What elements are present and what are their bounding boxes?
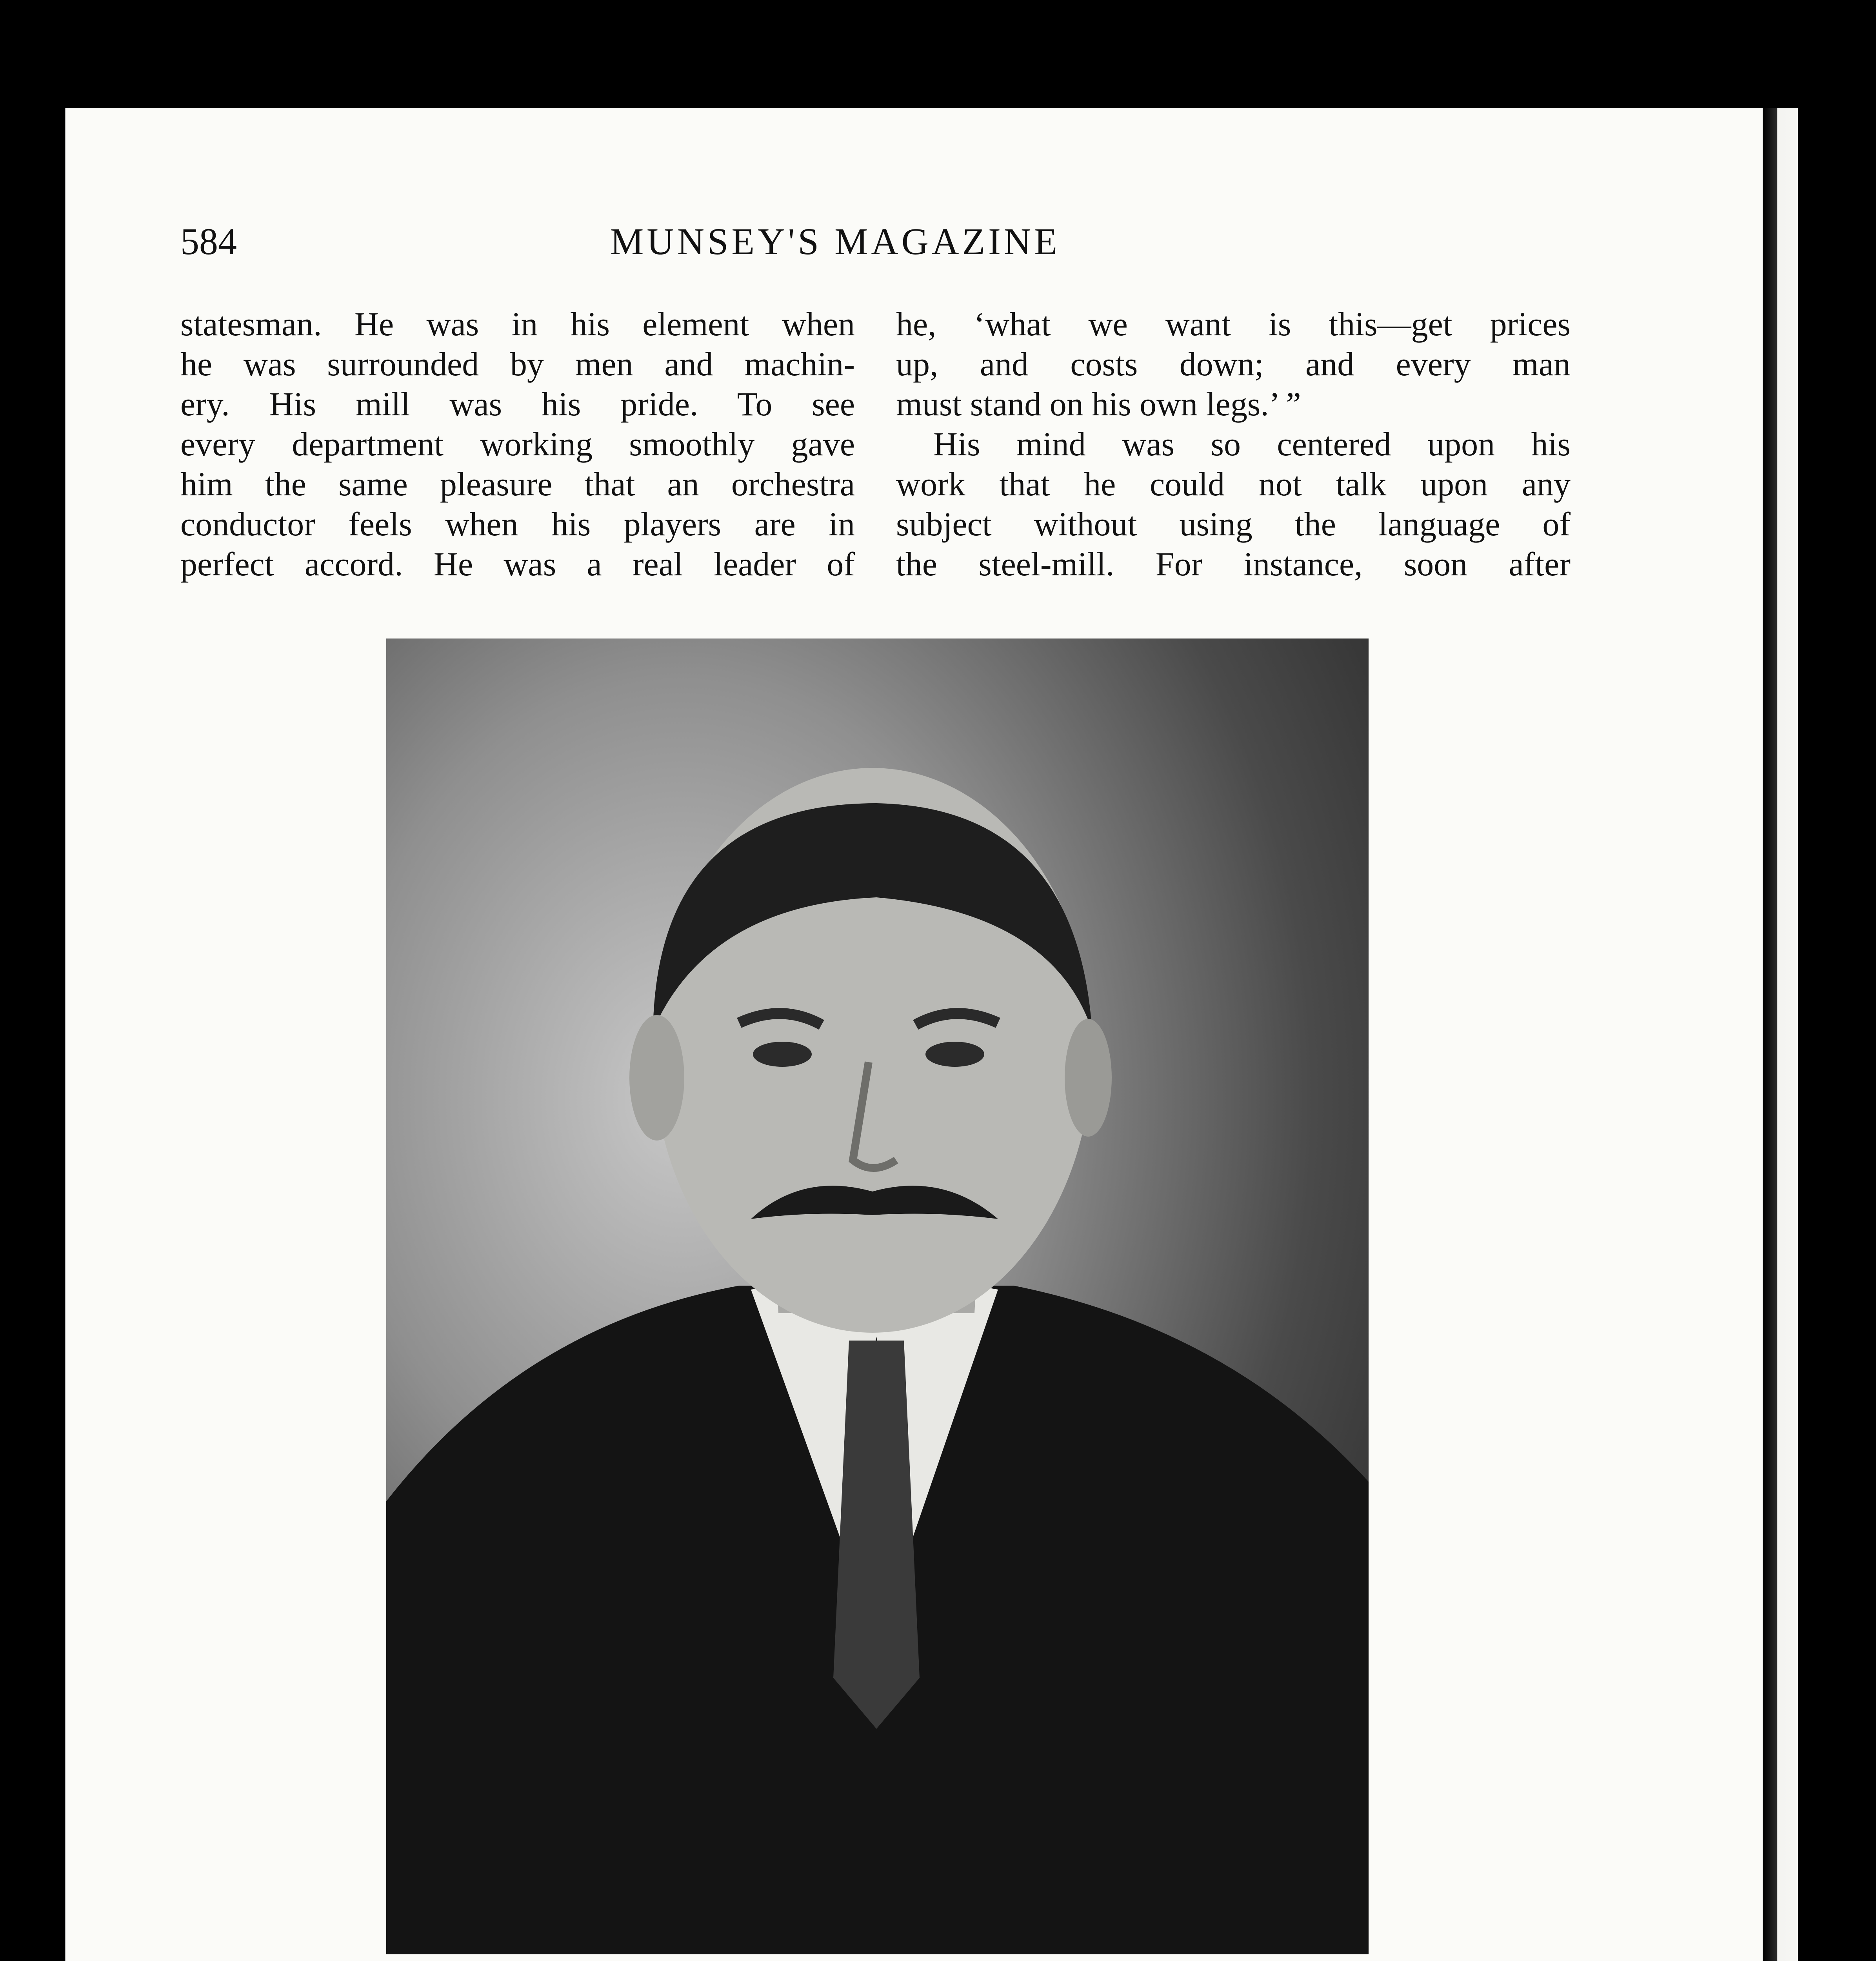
book-spine (1763, 108, 1798, 1961)
text-line: His mind was so centered upon his (933, 425, 1571, 463)
text-line: every department working smoothly gave (180, 425, 855, 463)
text-line: must stand on his own legs.’ ” (896, 385, 1301, 423)
text-line: he was surrounded by men and machin- (180, 345, 855, 383)
page-number: 584 (180, 220, 237, 262)
text-line: conductor feels when his players are in (180, 505, 855, 543)
text-line: up, and costs down; and every man (896, 345, 1571, 383)
column-right-top (896, 304, 1571, 584)
text-line: statesman. He was in his element when (180, 305, 855, 343)
text-line: he, ‘what we want is this—get prices (896, 305, 1571, 343)
text-line: him the same pleasure that an orchestra (180, 465, 855, 503)
text-line: ery. His mill was his pride. To see (180, 385, 855, 423)
portrait-photograph (386, 639, 1369, 1954)
portrait-illustration (386, 639, 1369, 1954)
text-line: work that he could not talk upon any (896, 465, 1571, 503)
text-line: the steel-mill. For instance, soon after (896, 545, 1571, 583)
running-head: MUNSEY'S MAGAZINE (610, 220, 1060, 262)
text-line: perfect accord. He was a real leader of (180, 545, 855, 583)
text-line: subject without using the language of (896, 505, 1571, 543)
column-left-top (180, 304, 855, 584)
